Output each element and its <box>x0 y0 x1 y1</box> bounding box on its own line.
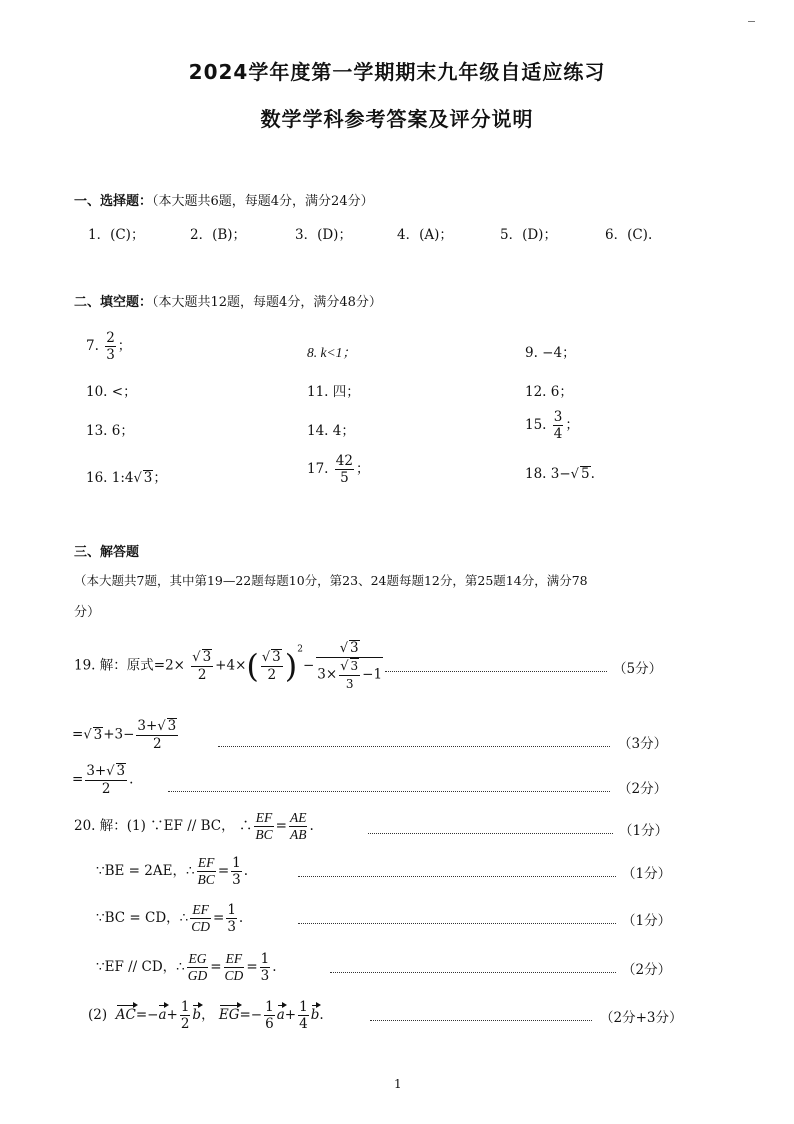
answer-6: 6．(C). <box>605 227 653 243</box>
q19-line2: =√ 3+3− $\frac{3+√ 3}{2}$ <box>72 718 177 752</box>
q20-score-3: （1分） <box>622 913 672 929</box>
fraction: $\frac{2}{3}$ <box>106 330 115 363</box>
fill-11: 11. 四； <box>307 384 360 400</box>
corner-mark <box>748 16 755 22</box>
answer-5: 5．(D)； <box>500 227 557 243</box>
q20-score-2: （1分） <box>622 866 672 882</box>
q19-score-3: （2分） <box>618 781 668 797</box>
answer-4: 4．(A)； <box>397 227 453 243</box>
q19-line1: 19. 解：原式=2× $\frac{√ 3}{2}$ +4×( $\frac{√ 3}{2}$ )$^2$− √ 3 3× $\frac{√ 3}{3}$ −1 <box>74 640 383 691</box>
q19-score-1: （5分） <box>613 661 663 677</box>
q19-dots-1 <box>385 671 607 672</box>
fill-18: 18. 3−√ 5. <box>525 466 595 482</box>
section2-header <box>74 291 382 310</box>
section1-heading: 一、选择题： <box>74 194 153 209</box>
section2-heading: 二、填空题： <box>74 295 153 310</box>
section3-note-line2: 分） <box>74 605 101 620</box>
q20-score-5: （2分+3分） <box>600 1010 683 1026</box>
q20-part2: (2) AC=−a+ $\frac{1}{2}$ b， EG=− $\frac{1}{6}$ a+ $\frac{1}{4}$ b. <box>88 999 324 1032</box>
fill-14: 14. 4； <box>307 423 355 439</box>
q20-score-4: （2分） <box>622 962 672 978</box>
q20-dots-2 <box>298 876 616 877</box>
q20-dots-3 <box>298 923 616 924</box>
q20-dots-5 <box>370 1020 592 1021</box>
answer-1: 1．(C)； <box>88 227 145 243</box>
section1-note: （本大题共6题，每题4分，满分24分） <box>152 194 374 209</box>
fill-12: 12. 6； <box>525 384 573 400</box>
fill-10: 10. <； <box>86 384 137 400</box>
section3-note-line1: （本大题共7题，其中第19—22题每题10分，第23、24题每题12分，第25题14分，满分78 <box>74 573 588 588</box>
fill-7: 7. $\frac{2}{3}$ ； <box>86 330 132 363</box>
answer-3: 3．(D)； <box>295 227 352 243</box>
fill-8: 8. k<1； <box>307 345 356 360</box>
q20-score-1: （1分） <box>619 823 669 839</box>
fill-16: 16. 1:4√ 3； <box>86 470 167 486</box>
fill-15: 15. $\frac{3}{4}$ ； <box>525 409 579 442</box>
q19-dots-2 <box>218 746 610 747</box>
section2-note: （本大题共12题，每题4分，满分48分） <box>152 295 382 310</box>
answer-2: 2．(B)； <box>190 227 247 243</box>
q20-line1: 20. 解：(1) ∵EF // BC， ∴ $\frac{EF}{BC}$ = $\frac{AE}{AB}$ . <box>74 810 314 842</box>
q20-line4: ∵EF // CD，∴ $\frac{EG}{GD}$ = $\frac{EF}{CD}$ = $\frac{1}{3}$ . <box>96 951 277 984</box>
q20-line3: ∵BC = CD，∴ $\frac{EF}{CD}$ = $\frac{1}{3}$ . <box>96 902 244 935</box>
page-title-line2: 数学学科参考答案及评分说明 <box>260 107 534 131</box>
q19-line3: = $\frac{3+√ 3}{2}$ . <box>72 763 134 797</box>
q19-score-2: （3分） <box>618 736 668 752</box>
q20-dots-4 <box>330 972 616 973</box>
section1-header <box>74 190 374 209</box>
fill-13: 13. 6； <box>86 423 134 439</box>
q20-dots-1 <box>368 833 613 834</box>
q20-line2: ∵BE = 2AE，∴ $\frac{EF}{BC}$ = $\frac{1}{3}$ . <box>96 855 249 888</box>
page-title-line1: 2024学年度第一学期期末九年级自适应练习 <box>188 60 606 84</box>
fill-9: 9. −4； <box>525 345 576 361</box>
fill-17: 17. $\frac{42}{5}$ ； <box>307 453 370 486</box>
page-number: 1 <box>394 1077 402 1091</box>
q19-dots-3 <box>168 791 610 792</box>
section3-heading: 三、解答题 <box>74 545 140 560</box>
